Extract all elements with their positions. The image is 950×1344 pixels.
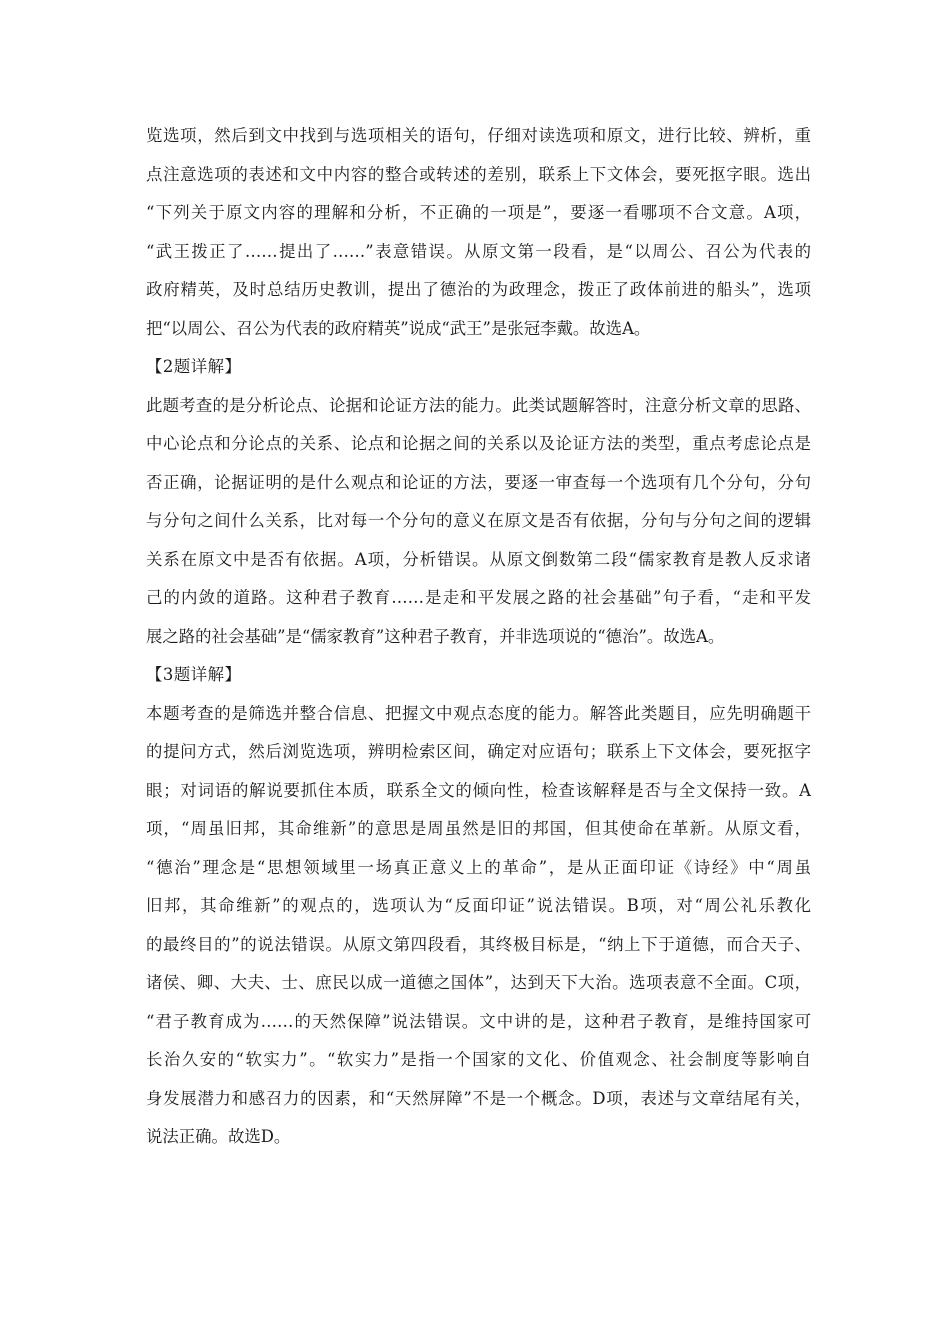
text-line: 旧邦，其命维新”的观点的，选项认为“反面印证”说法错误。B项，对“周公礼乐教化 <box>146 896 811 915</box>
text-line: “下列关于原文内容的理解和分析，不正确的一项是”，要逐一看哪项不合文意。A项， <box>146 203 811 222</box>
text-line: “君子教育成为……的天然保障”说法错误。文中讲的是，这种君子教育，是维持国家可 <box>146 1011 811 1031</box>
text-line: 诸侯、卿、大夫、士、庶民以成一道德之国体”，达到天下大治。选项表意不全面。C项， <box>146 973 811 992</box>
text-line: 览选项，然后到文中找到与选项相关的语句，仔细对读选项和原文，进行比较、辨析，重 <box>146 126 811 145</box>
text-line: 眼；对词语的解说要抓住本质，联系全文的倾向性，检查该解释是否与全文保持一致。A <box>146 780 811 800</box>
text-line: 项，“周虽旧邦，其命维新”的意思是周虽然是旧的邦国，但其使命在革新。从原文看， <box>146 819 811 838</box>
text-line: 政府精英，及时总结历史教训，提出了德治的为政理念，拨正了政体前进的船头”，选项 <box>146 280 811 299</box>
text-line: 本题考查的是筛选并整合信息、把握文中观点态度的能力。解答此类题目，应先明确题干 <box>146 703 811 723</box>
text-line: 中心论点和分论点的关系、论点和论据之间的关系以及论证方法的类型，重点考虑论点是 <box>146 434 811 453</box>
text-line: 的提问方式，然后浏览选项，辨明检索区间，确定对应语句；联系上下文体会，要死抠字 <box>146 742 811 761</box>
text-line: “武王拨正了……提出了……”表意错误。从原文第一段看，是“以周公、召公为代表的 <box>146 241 811 261</box>
text-line: 身发展潜力和感召力的因素，和“天然屏障”不是一个概念。D项，表述与文章结尾有关， <box>146 1088 811 1108</box>
text-line: 长治久安的“软实力”。“软实力”是指一个国家的文化、价值观念、社会制度等影响自 <box>146 1050 811 1069</box>
text-line: 与分句之间什么关系，比对每一个分句的意义在原文是否有依据，分句与分句之间的逻辑 <box>146 511 811 530</box>
answer-2-paragraph <box>146 387 811 657</box>
section-heading-2: 【2题详解】 <box>146 357 242 376</box>
text-line: 关系在原文中是否有依据。A项，分析错误。从原文倒数第二段“儒家教育是教人反求诸 <box>146 549 811 569</box>
text-line: 点注意选项的表述和文中内容的整合或转述的差别，联系上下文体会，要死抠字眼。选出 <box>146 164 811 184</box>
text-line: 把“以周公、召公为代表的政府精英”说成“武王”是张冠李戴。故选A。 <box>146 318 651 338</box>
text-line: 的最终目的”的说法错误。从原文第四段看，其终极目标是，“纳上下于道德，而合天子、 <box>146 934 811 954</box>
text-line: 此题考查的是分析论点、论据和论证方法的能力。此类试题解答时，注意分析文章的思路、 <box>146 395 811 415</box>
text-line: 展之路的社会基础”是“儒家教育”这种君子教育，并非选项说的“德治”。故选A。 <box>146 626 725 646</box>
text-line: “德治”理念是“思想领域里一场真正意义上的革命”，是从正面印证《诗经》中“周虽 <box>146 857 811 877</box>
text-line: 否正确，论据证明的是什么观点和论证的方法，要逐一审查每一个选项有几个分句，分句 <box>146 472 811 492</box>
document-page <box>146 117 811 1157</box>
answer-3-paragraph <box>146 695 811 1157</box>
answer-1-paragraph <box>146 117 811 348</box>
text-line: 说法正确。故选D。 <box>146 1127 291 1146</box>
section-heading-3: 【3题详解】 <box>146 665 242 684</box>
text-line: 己的内敛的道路。这种君子教育……是走和平发展之路的社会基础”句子看，“走和平发 <box>146 588 811 607</box>
